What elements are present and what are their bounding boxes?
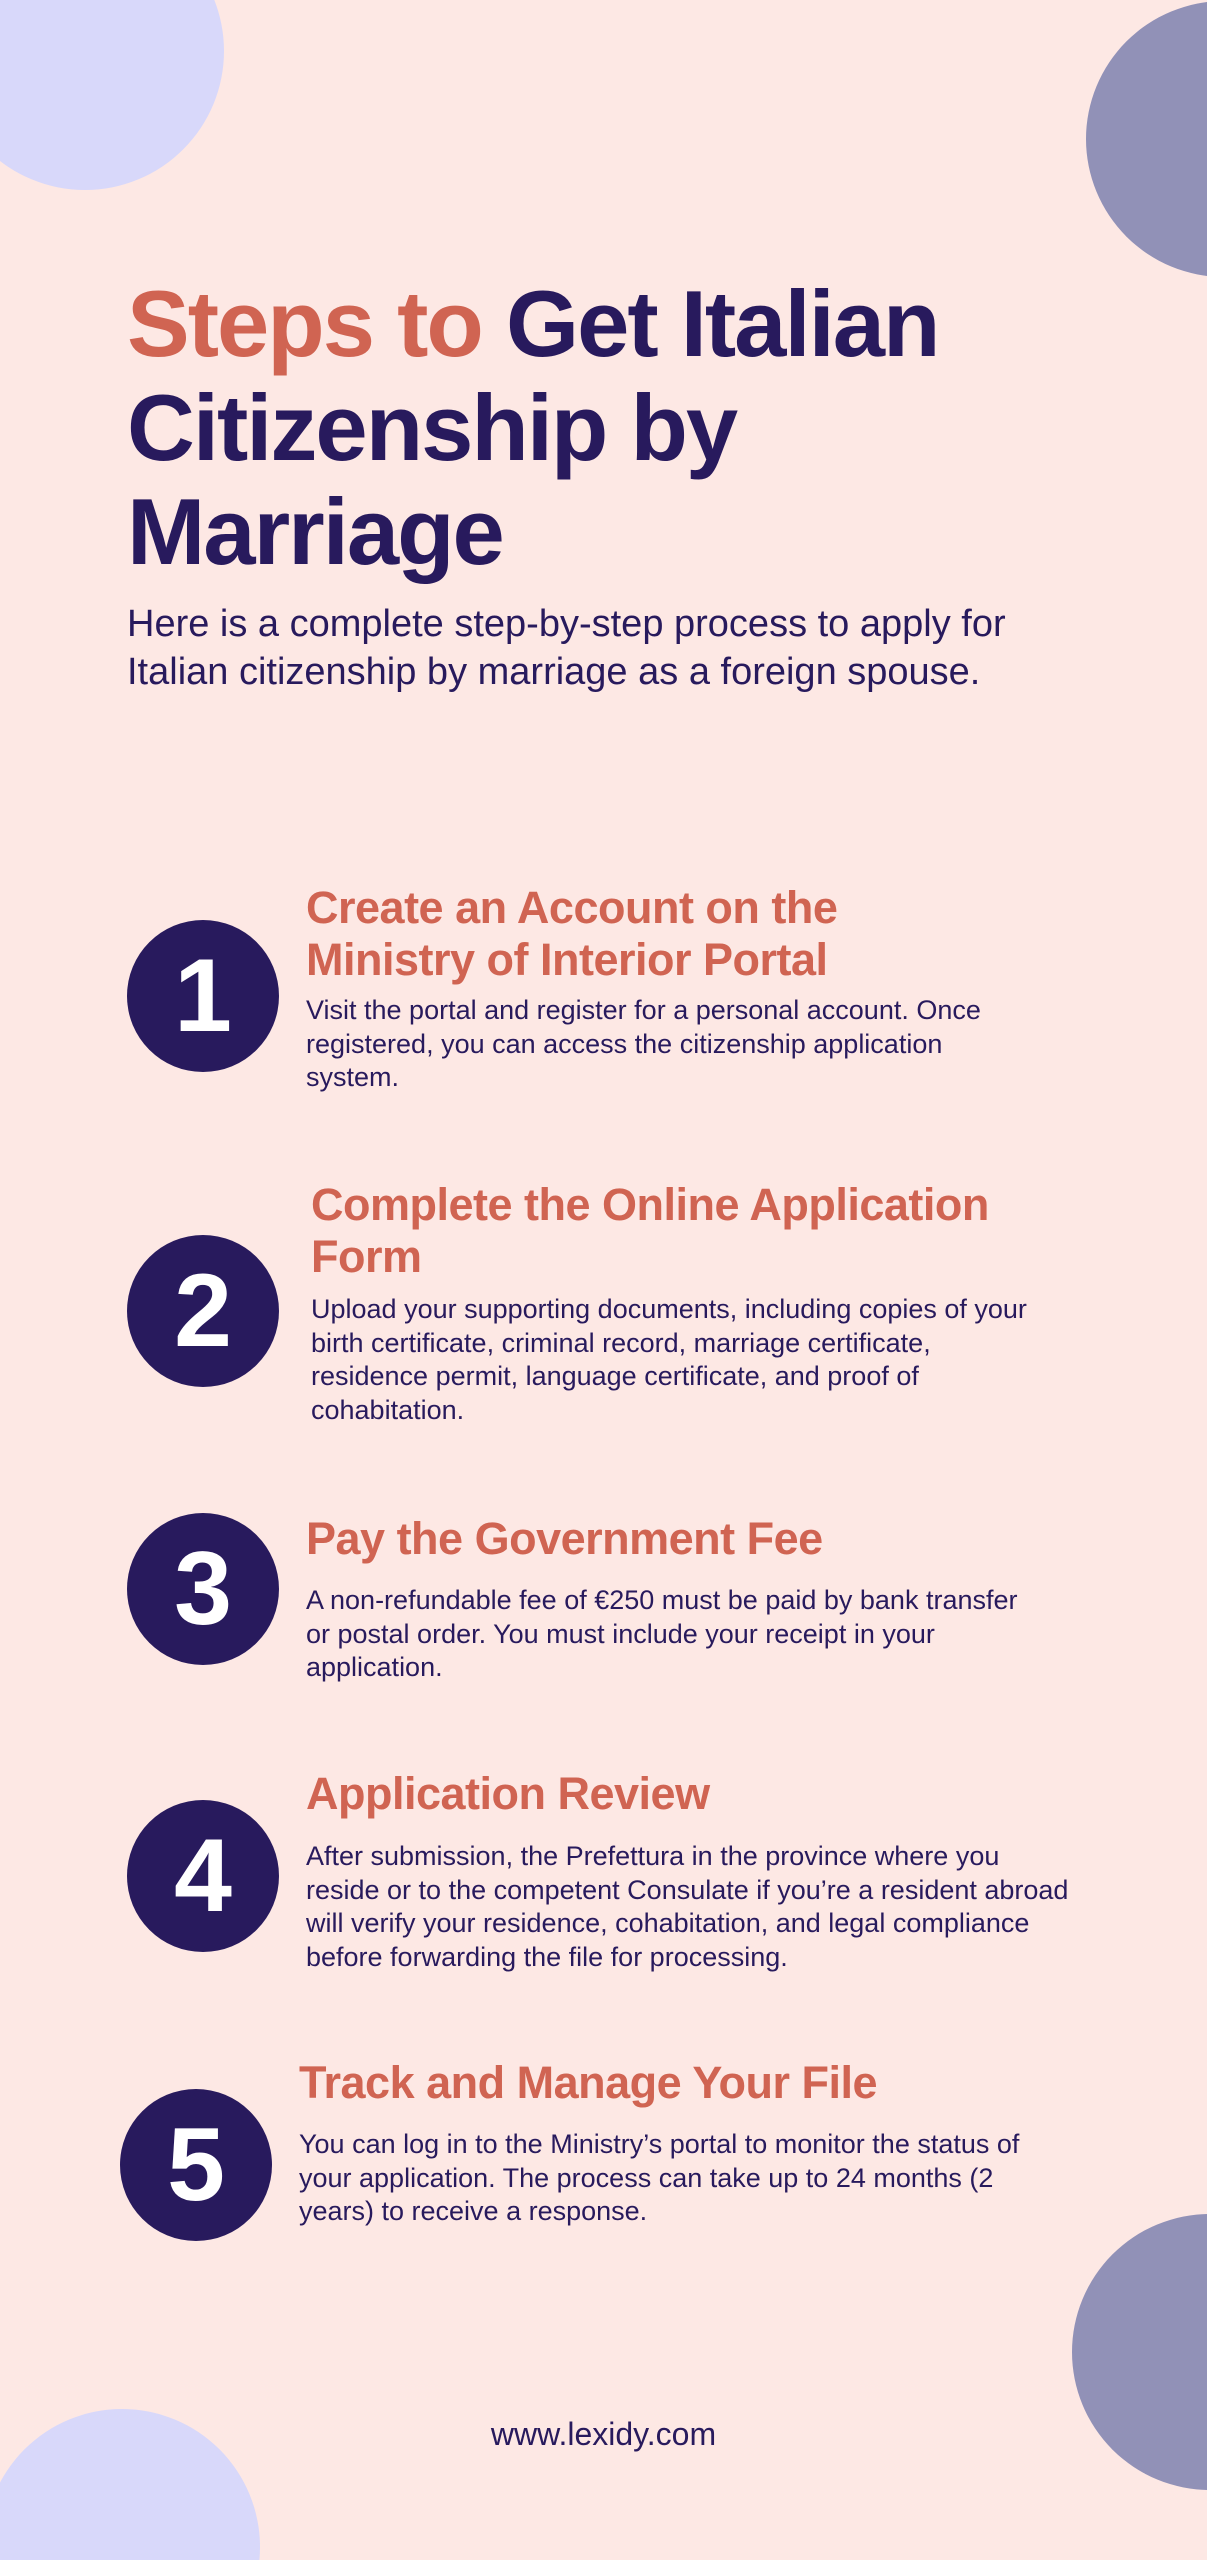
step-heading: Complete the Online Application Form bbox=[311, 1179, 989, 1282]
title-rest: Get Italian Citizenship by Marriage bbox=[127, 271, 939, 584]
title-accent: Steps to bbox=[127, 271, 482, 376]
step-number-badge: 5 bbox=[120, 2089, 272, 2241]
page-subtitle: Here is a complete step-by-step process to apply for Italian citizenship by marriage as a foreign spouse. bbox=[127, 603, 1006, 693]
step-description: After submission, the Prefettura in the province where you reside or to the competent Consulate if you’re a resident abroad will verify your residence, cohabitation, and legal compliance before forwarding the file for processing. bbox=[306, 1841, 1069, 1972]
step-description: Visit the portal and register for a personal account. Once registered, you can access the citizenship application system. bbox=[306, 995, 981, 1092]
page-title bbox=[127, 272, 1107, 584]
step-number-badge: 4 bbox=[127, 1800, 279, 1952]
step-description: You can log in to the Ministry’s portal to monitor the status of your application. The process can take up to 24 months (2 years) to receive a response. bbox=[299, 2129, 1020, 2226]
step-heading: Application Review bbox=[306, 1768, 710, 1819]
decorative-circle-top-left bbox=[0, 0, 224, 190]
decorative-circle-top-right bbox=[1086, 1, 1207, 277]
step-number-badge: 1 bbox=[127, 920, 279, 1072]
footer-website: www.lexidy.com bbox=[490, 2416, 717, 2452]
step-description: A non-refundable fee of €250 must be paid by bank transfer or postal order. You must include your receipt in your application. bbox=[306, 1585, 1018, 1682]
step-description: Upload your supporting documents, including copies of your birth certificate, criminal record, marriage certificate, residence permit, language certificate, and proof of cohabitation. bbox=[311, 1294, 1027, 1425]
step-heading: Pay the Government Fee bbox=[306, 1513, 823, 1564]
step-heading: Create an Account on the Ministry of Interior Portal bbox=[306, 882, 838, 985]
step-heading: Track and Manage Your File bbox=[299, 2057, 878, 2108]
step-number-badge: 2 bbox=[127, 1235, 279, 1387]
step-number-badge: 3 bbox=[127, 1513, 279, 1665]
